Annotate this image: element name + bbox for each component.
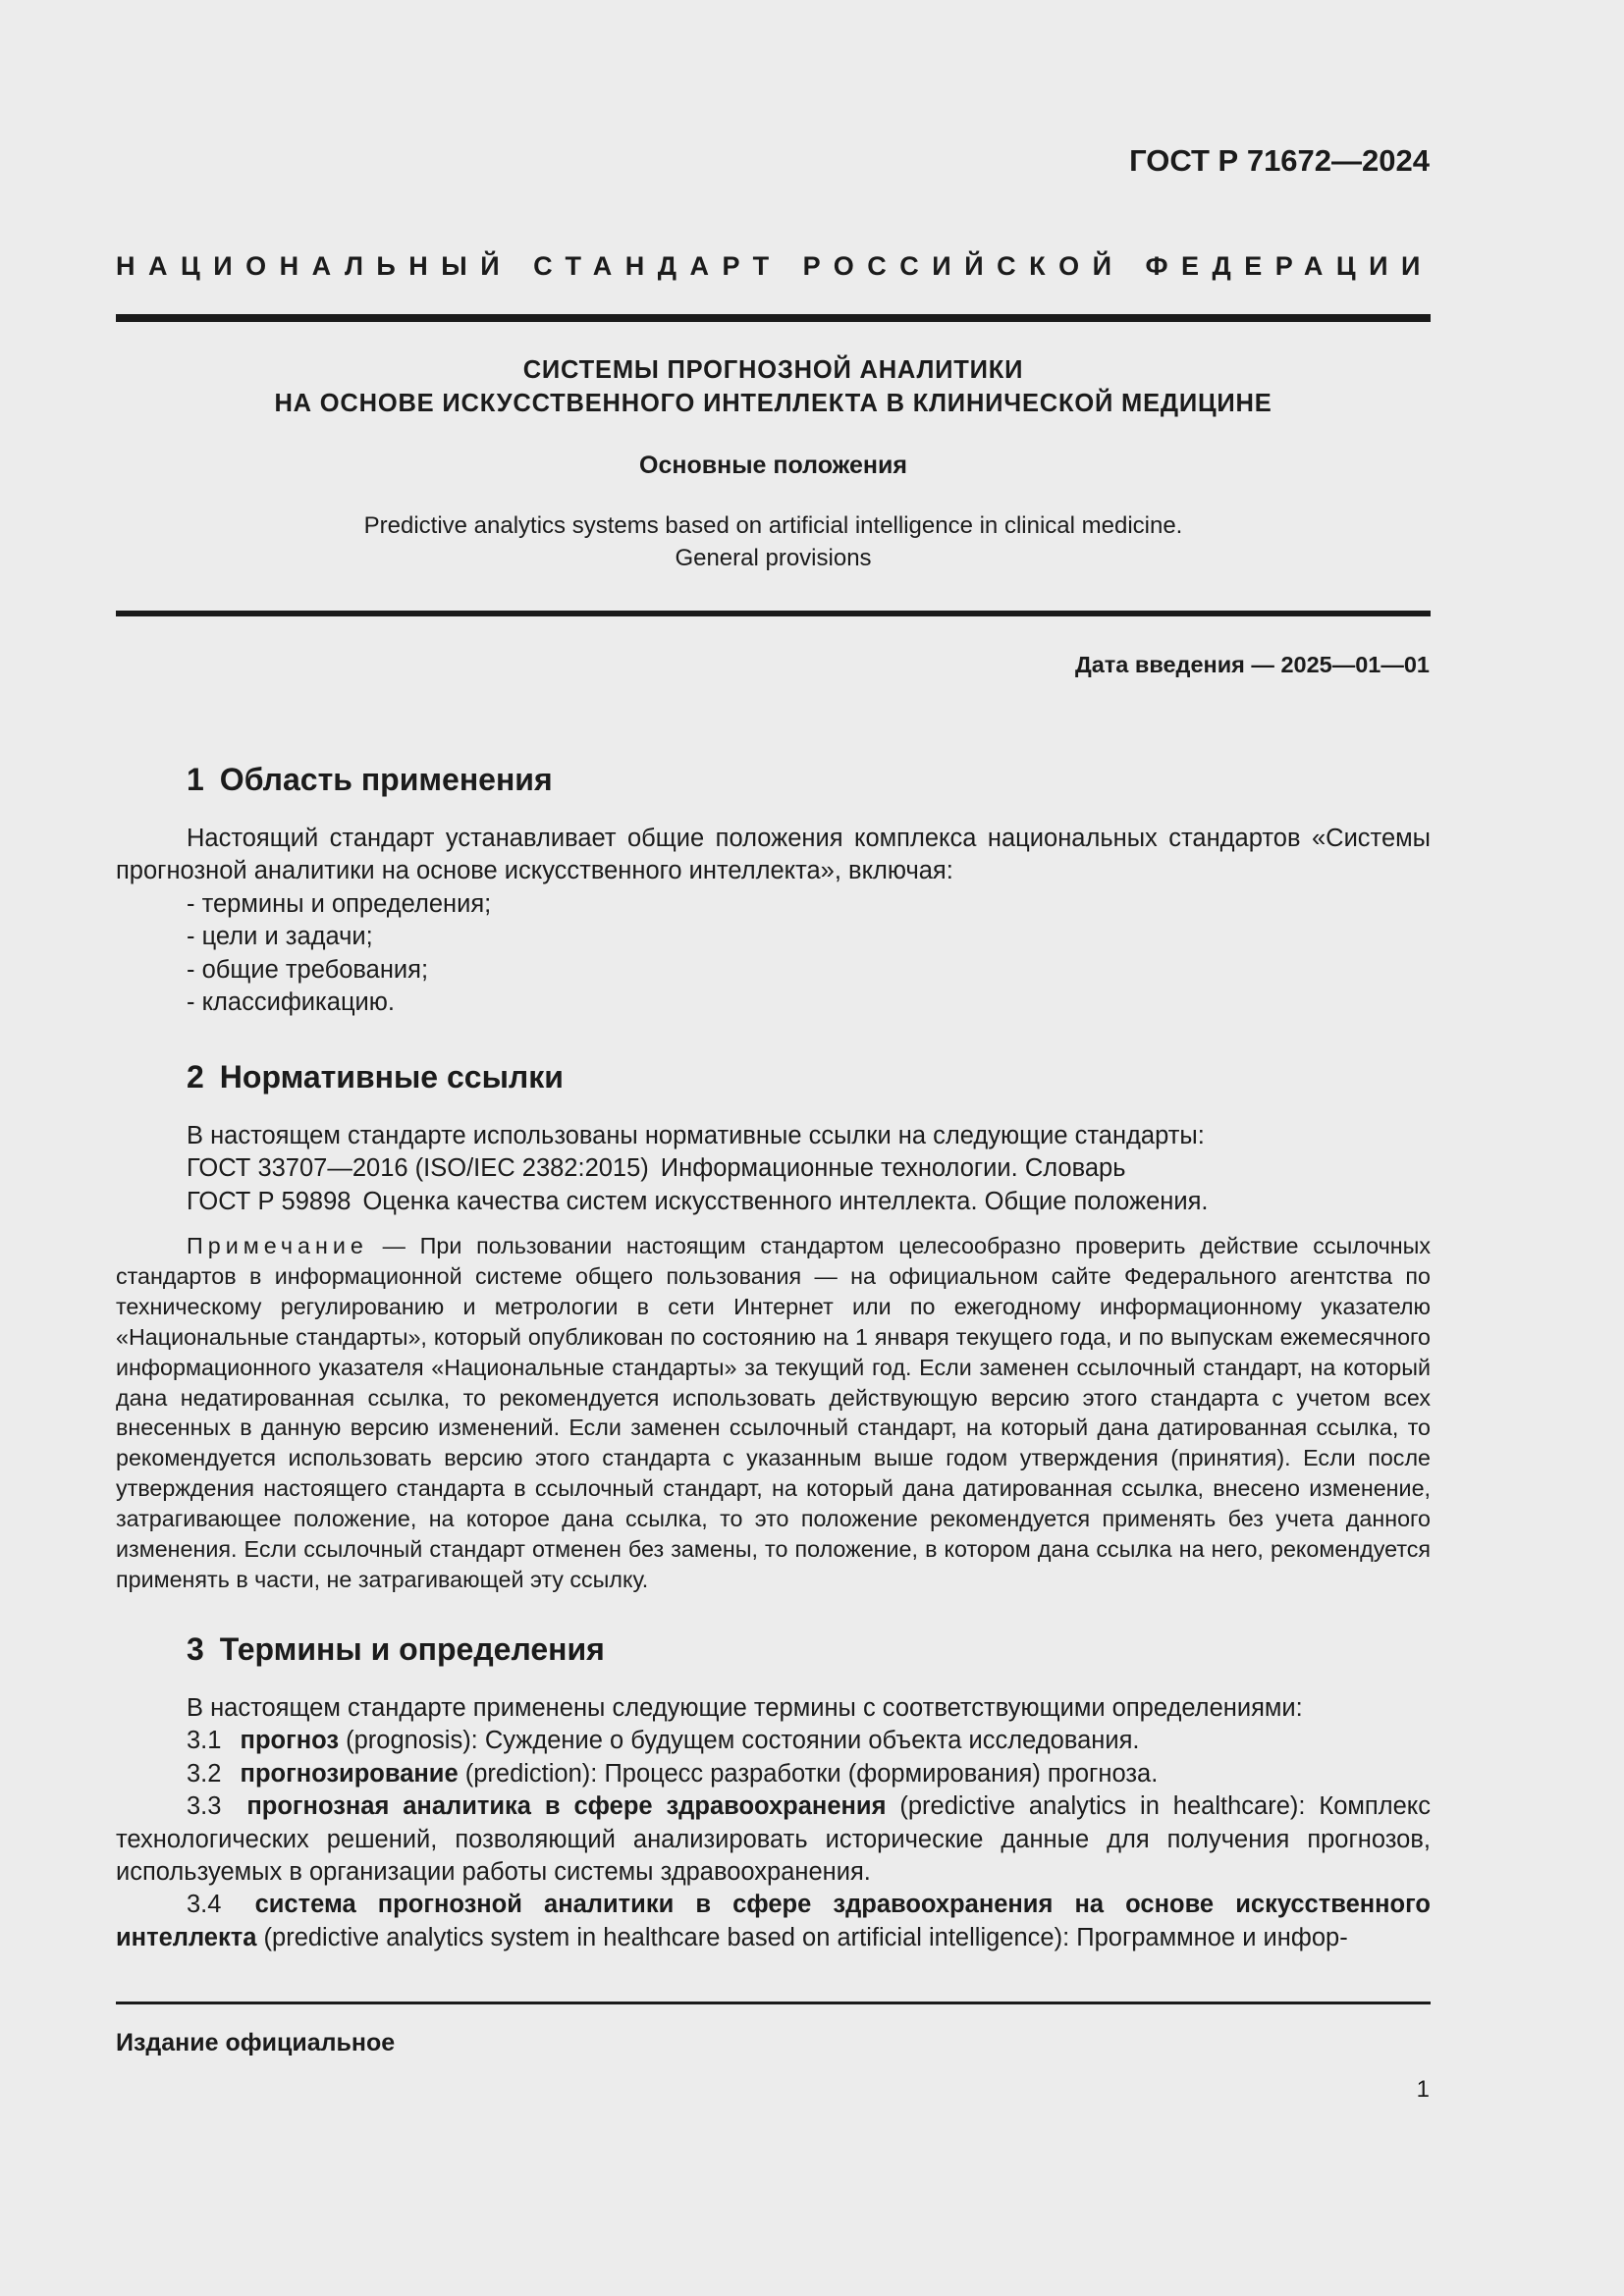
section-title: Термины и определения: [219, 1631, 605, 1667]
english-title-line-1: Predictive analytics systems based on artificial intelligence in clinical medicine.: [363, 512, 1183, 539]
reference-title: Информационные технологии. Словарь: [660, 1154, 1126, 1183]
term: прогноз: [240, 1727, 340, 1755]
list-item: - термины и определения;: [187, 889, 492, 918]
note-paragraph: [116, 1231, 1431, 1595]
section-2-heading: [187, 1059, 564, 1095]
note-label: Примечание: [187, 1233, 368, 1258]
introduction-date: Дата введения — 2025—01—01: [1074, 652, 1430, 677]
term-entry: [116, 1758, 1431, 1790]
term-number: 3.3: [187, 1792, 222, 1821]
section-title: Нормативные ссылки: [219, 1059, 564, 1095]
term-number: 3.1: [187, 1727, 222, 1755]
term-entry: [116, 1790, 1431, 1889]
section-number: 1: [187, 762, 204, 797]
section-3-body: [116, 1692, 1431, 1954]
reference-title: Оценка качества систем искусственного интеллекта. Общие положения.: [362, 1187, 1209, 1215]
official-edition-label: Издание официальное: [116, 2029, 396, 2056]
section-2-body: [116, 1120, 1431, 1218]
term-entry: [116, 1725, 1431, 1757]
reference-code: ГОСТ Р 59898: [187, 1187, 352, 1215]
term-definition: (predictive analytics in healthcare): Комплекс технологических решений, позволяющий анализировать исторические данные для получения прогнозов, используемых в организации работы системы здравоохранения.: [116, 1792, 1431, 1887]
section-number: 2: [187, 1059, 204, 1095]
top-divider: [116, 314, 1431, 322]
terms-intro: В настоящем стандарте применены следующие термины с соответствующими определениями:: [187, 1694, 1303, 1722]
term-number: 3.2: [187, 1759, 222, 1788]
list-item: - классификацию.: [187, 988, 396, 1017]
section-number: 3: [187, 1631, 204, 1667]
english-title: [116, 509, 1431, 574]
title-divider: [116, 611, 1431, 616]
section-title: Область применения: [219, 762, 553, 797]
section-1-body: [116, 823, 1431, 1019]
term-entry: [116, 1889, 1431, 1954]
national-standard-banner: НАЦИОНАЛЬНЫЙ СТАНДАРТ РОССИЙСКОЙ ФЕДЕРАЦИИ: [116, 251, 1434, 281]
section-3-heading: [187, 1631, 605, 1668]
term: прогнозная аналитика в сфере здравоохранения: [246, 1792, 887, 1821]
reference-code: ГОСТ 33707—2016 (ISO/IEC 2382:2015): [187, 1154, 649, 1183]
standard-code: ГОСТ Р 71672—2024: [1129, 143, 1430, 178]
references-intro: В настоящем стандарте использованы нормативные ссылки на следующие стандарты:: [187, 1122, 1205, 1149]
document-title: [116, 353, 1431, 420]
term: прогнозирование: [240, 1759, 459, 1788]
section-1-heading: [187, 762, 553, 798]
term-definition: (prediction): Процесс разработки (формирования) прогноза.: [458, 1759, 1159, 1788]
note-text: — При пользовании настоящим стандартом целесообразно проверить действие ссылочных стандартов в информационной системе общего пользования — на официальном сайте Федерального агентства по техническому регулированию и метрологии в сети Интернет или по ежегодному информационному указателю «Национальные стандарты», который опубликован по состоянию на 1 января текущего года, и по выпускам ежемесячного информационного указателя «Национальные стандарты» за текущий год. Если заменен ссылочный стандарт, на который дана недатированная ссылка, то рекомендуется использовать действующую версию этого стандарта с учетом всех внесенных в данную версию изменений. Если заменен ссылочный стандарт, на который дана датированная ссылка, то рекомендуется использовать версию этого стандарта с указанным выше годом утверждения (принятия). Если после утверждения настоящего стандарта в ссылочный стандарт, на который дана датированная ссылка, внесено изменение, затрагивающее положение, на которое дана ссылка, то это положение рекомендуется применять без учета данного изменения. Если ссылочный стандарт отменен без замены, то положение, в котором дана ссылка на него, рекомендуется применять в части, не затрагивающей эту ссылку.: [116, 1233, 1431, 1592]
list-item: - цели и задачи;: [187, 923, 373, 951]
term-definition: (prognosis): Суждение о будущем состоянии объекта исследования.: [339, 1727, 1140, 1755]
page-number: 1: [1416, 2076, 1430, 2103]
list-item: - общие требования;: [187, 955, 429, 984]
term: система прогнозной аналитики в сфере здравоохранения на основе искусственного интеллекта: [116, 1891, 1431, 1951]
title-line-1: СИСТЕМЫ ПРОГНОЗНОЙ АНАЛИТИКИ: [522, 356, 1024, 384]
english-title-line-2: General provisions: [675, 545, 872, 571]
term-definition: (predictive analytics system in healthcare based on artificial intelligence): Программное и инфор-: [256, 1923, 1348, 1951]
reference-item: [116, 1152, 1431, 1185]
document-subtitle: Основные положения: [639, 452, 907, 479]
title-line-2: НА ОСНОВЕ ИСКУССТВЕННОГО ИНТЕЛЛЕКТА В КЛИНИЧЕСКОЙ МЕДИЦИНЕ: [274, 390, 1272, 417]
footer-divider: [116, 2002, 1431, 2004]
term-number: 3.4: [187, 1891, 222, 1919]
scope-paragraph: Настоящий стандарт устанавливает общие положения комплекса национальных стандартов «Системы прогнозной аналитики на основе искусственного интеллекта», включая:: [116, 825, 1431, 885]
reference-item: [116, 1186, 1431, 1218]
